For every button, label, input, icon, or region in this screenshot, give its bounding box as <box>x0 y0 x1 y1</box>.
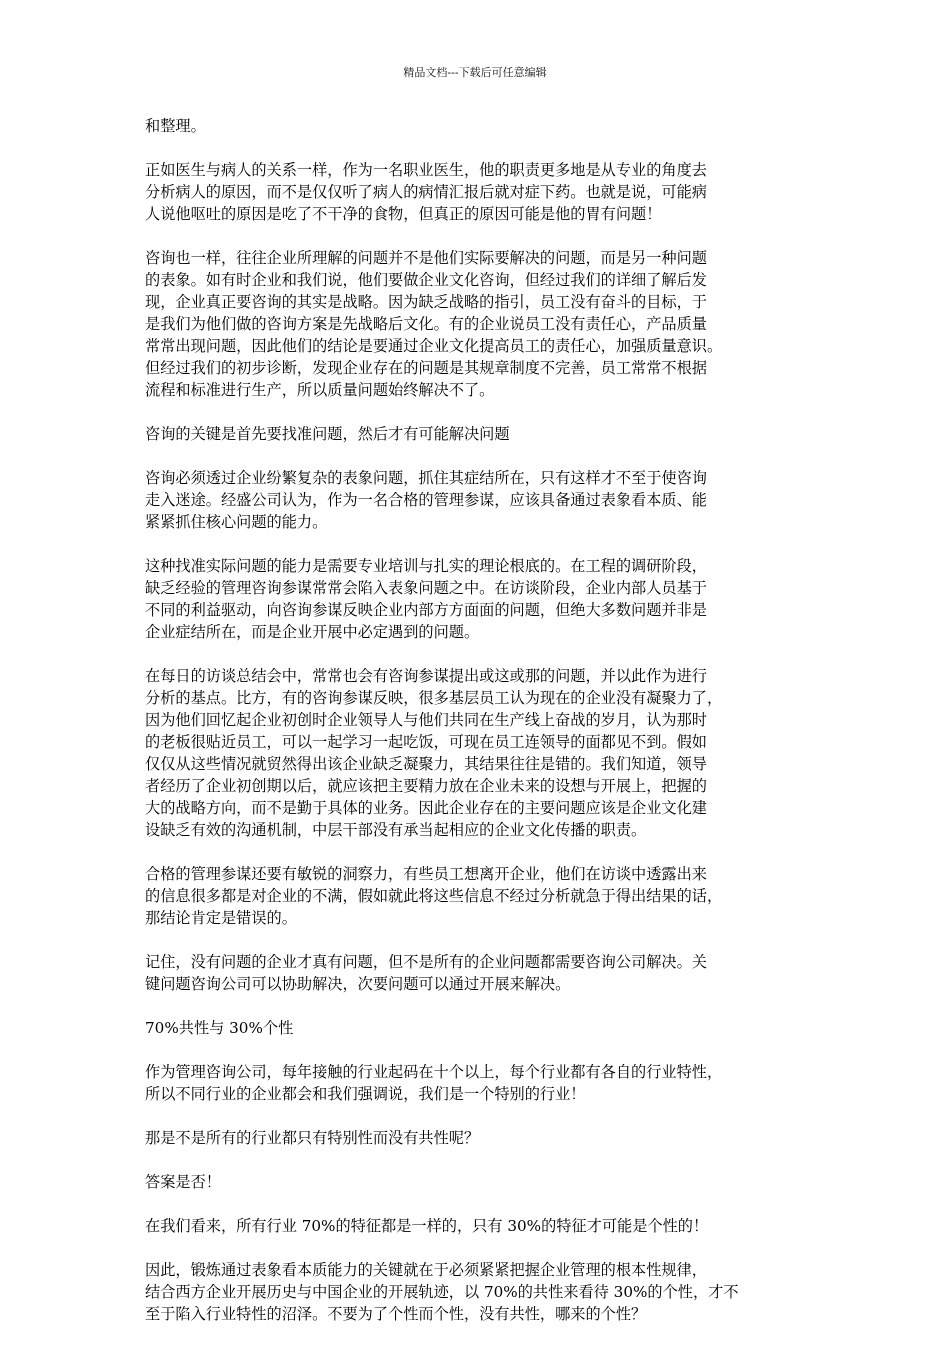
text-line: 至于陷入行业特性的沼泽。不要为了个性而个性，没有共性，哪来的个性？ <box>145 1305 647 1323</box>
text-line: 在每日的访谈总结会中，常常也会有咨询参谋提出或这或那的问题，并以此作为进行 <box>145 667 707 685</box>
text-line: 流程和标准进行生产，所以质量问题始终解决不了。 <box>145 381 495 399</box>
document-body <box>145 115 807 1347</box>
text-line: 是我们为他们做的咨询方案是先战略后文化。有的企业说员工没有责任心，产品质量 <box>145 315 707 333</box>
text-line: 那结论肯定是错误的。 <box>145 909 297 927</box>
text-line: 设缺乏有效的沟通机制，中层干部没有承当起相应的企业文化传播的职责。 <box>145 821 647 839</box>
text-line: 所以不同行业的企业都会和我们强调说，我们是一个特别的行业！ <box>145 1085 586 1103</box>
text-line: 的表象。如有时企业和我们说，他们要做企业文化咨询，但经过我们的详细了解后发 <box>145 271 707 289</box>
paragraph <box>145 115 807 137</box>
paragraph <box>145 863 807 929</box>
text-line: 现，企业真正要咨询的其实是战略。因为缺乏战略的指引，员工没有奋斗的目标，于 <box>145 293 707 311</box>
text-line: 70%共性与 30%个性 <box>145 1019 294 1037</box>
text-line: 合格的管理参谋还要有敏锐的洞察力，有些员工想离开企业，他们在访谈中透露出来 <box>145 865 707 883</box>
paragraph <box>145 467 807 533</box>
text-line: 咨询必须透过企业纷繁复杂的表象问题，抓住其症结所在，只有这样才不至于使咨询 <box>145 469 707 487</box>
paragraph <box>145 1215 807 1237</box>
text-line: 分析病人的原因，而不是仅仅听了病人的病情汇报后就对症下药。也就是说，可能病 <box>145 183 707 201</box>
text-line: 的信息很多都是对企业的不满，假如就此将这些信息不经过分析就急于得出结果的话， <box>145 887 723 905</box>
text-line: 常常出现问题，因此他们的结论是要通过企业文化提高员工的责任心，加强质量意识。 <box>145 337 723 355</box>
text-line: 大的战略方向，而不是勤于具体的业务。因此企业存在的主要问题应该是企业文化建 <box>145 799 707 817</box>
paragraph <box>145 1061 807 1105</box>
text-line: 人说他呕吐的原因是吃了不干净的食物，但真正的原因可能是他的胃有问题！ <box>145 205 662 223</box>
paragraph <box>145 247 807 401</box>
text-line: 咨询也一样，往往企业所理解的问题并不是他们实际要解决的问题，而是另一种问题 <box>145 249 707 267</box>
text-line: 不同的利益驱动，向咨询参谋反映企业内部方方面面的问题，但绝大多数问题并非是 <box>145 601 707 619</box>
text-line: 和整理。 <box>145 117 206 135</box>
text-line: 键问题咨询公司可以协助解决，次要问题可以通过开展来解决。 <box>145 975 571 993</box>
text-line: 紧紧抓住核心问题的能力。 <box>145 513 328 531</box>
paragraph <box>145 1171 807 1193</box>
paragraph <box>145 555 807 643</box>
text-line: 那是不是所有的行业都只有特别性而没有共性呢？ <box>145 1129 480 1147</box>
page-header: 精品文档---下载后可任意编辑 <box>403 66 547 79</box>
text-line: 分析的基点。比方，有的咨询参谋反映，很多基层员工认为现在的企业没有凝聚力了， <box>145 689 723 707</box>
text-line: 但经过我们的初步诊断，发现企业存在的问题是其规章制度不完善，员工常常不根据 <box>145 359 707 377</box>
text-line: 缺乏经验的管理咨询参谋常常会陷入表象问题之中。在访谈阶段，企业内部人员基于 <box>145 579 707 597</box>
text-line: 这种找准实际问题的能力是需要专业培训与扎实的理论根底的。在工程的调研阶段， <box>145 557 707 575</box>
text-line: 答案是否！ <box>145 1173 221 1191</box>
text-line: 正如医生与病人的关系一样，作为一名职业医生，他的职责更多地是从专业的角度去 <box>145 161 707 179</box>
text-line: 记住，没有问题的企业才真有问题，但不是所有的企业问题都需要咨询公司解决。关 <box>145 953 707 971</box>
paragraph <box>145 1127 807 1149</box>
text-line: 咨询的关键是首先要找准问题，然后才有可能解决问题 <box>145 425 510 443</box>
text-line: 在我们看来，所有行业 70%的特征都是一样的，只有 30%的特征才可能是个性的！ <box>145 1217 709 1235</box>
paragraph <box>145 1259 807 1325</box>
text-line: 仅仅从这些情况就贸然得出该企业缺乏凝聚力，其结果往往是错的。我们知道，领导 <box>145 755 707 773</box>
paragraph <box>145 665 807 841</box>
text-line: 者经历了企业初创期以后，就应该把主要精力放在企业未来的设想与开展上，把握的 <box>145 777 707 795</box>
text-line: 结合西方企业开展历史与中国企业的开展轨迹，以 70%的共性来看待 30%的个性，才不 <box>145 1283 739 1301</box>
text-line: 因为他们回忆起企业初创时企业领导人与他们共同在生产线上奋战的岁月，认为那时 <box>145 711 707 729</box>
text-line: 走入迷途。经盛公司认为，作为一名合格的管理参谋，应该具备通过表象看本质、能 <box>145 491 707 509</box>
paragraph <box>145 423 807 445</box>
paragraph <box>145 159 807 225</box>
text-line: 因此，锻炼通过表象看本质能力的关键就在于必须紧紧把握企业管理的根本性规律， <box>145 1261 707 1279</box>
paragraph <box>145 951 807 995</box>
paragraph <box>145 1017 807 1039</box>
text-line: 的老板很贴近员工，可以一起学习一起吃饭，可现在员工连领导的面都见不到。假如 <box>145 733 707 751</box>
text-line: 作为管理咨询公司，每年接触的行业起码在十个以上，每个行业都有各自的行业特性， <box>145 1063 723 1081</box>
text-line: 企业症结所在，而是企业开展中必定遇到的问题。 <box>145 623 480 641</box>
